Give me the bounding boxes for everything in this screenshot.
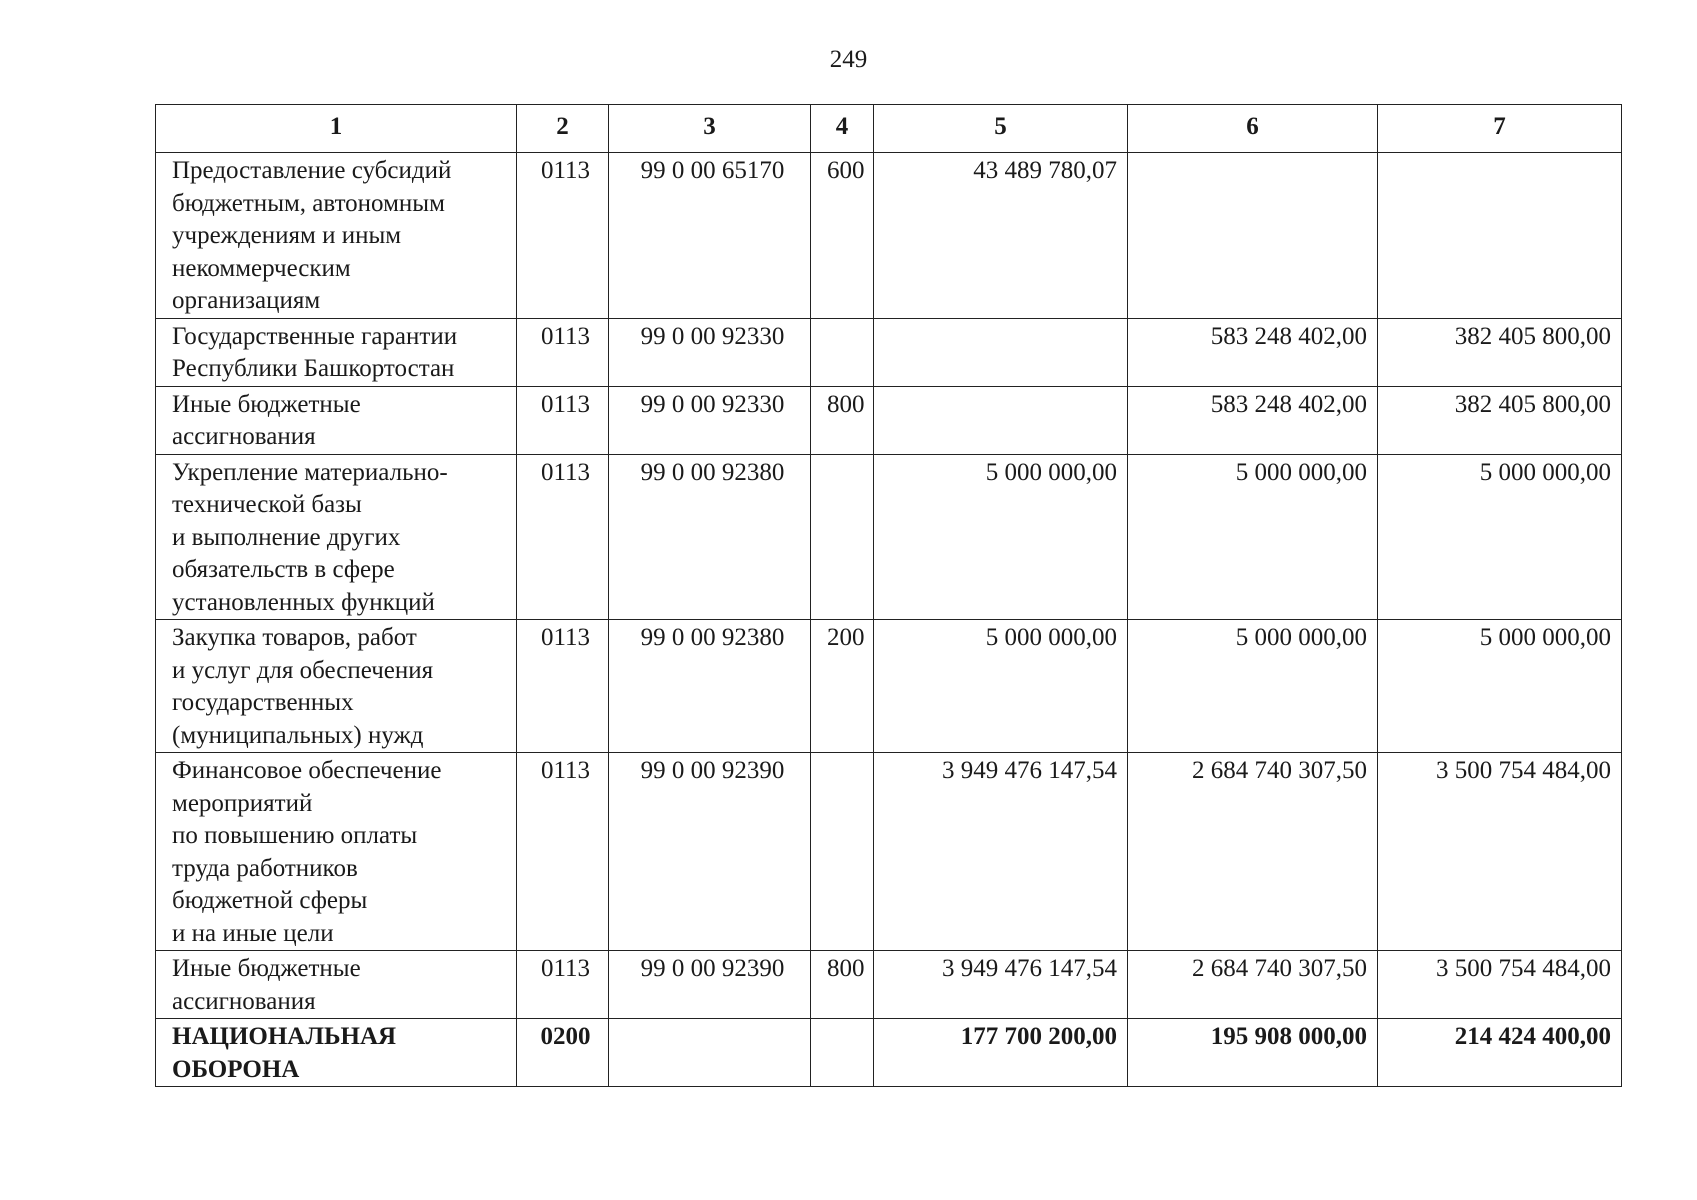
budget-table bbox=[155, 104, 1622, 1087]
cell-name bbox=[156, 153, 517, 319]
table-row bbox=[156, 753, 1622, 951]
cell-amount-col7: 5 000 000,00 bbox=[1378, 620, 1622, 753]
table-body bbox=[156, 153, 1622, 1087]
cell-amount-col6 bbox=[1128, 153, 1378, 319]
cell-expense-type: 800 bbox=[811, 386, 874, 454]
cell-amount-col7: 5 000 000,00 bbox=[1378, 454, 1622, 620]
cell-name bbox=[156, 454, 517, 620]
cell-name-line: и выполнение других bbox=[172, 523, 401, 551]
cell-name bbox=[156, 753, 517, 951]
table-header-row bbox=[156, 105, 1622, 153]
cell-section: 0113 bbox=[517, 153, 609, 319]
cell-amount-col7: 214 424 400,00 bbox=[1378, 1019, 1622, 1087]
cell-section: 0113 bbox=[517, 386, 609, 454]
cell-target-code bbox=[609, 1019, 811, 1087]
cell-amount-col7 bbox=[1378, 153, 1622, 319]
cell-target-code: 99 0 00 92330 bbox=[609, 318, 811, 386]
cell-amount-col7: 382 405 800,00 bbox=[1378, 386, 1622, 454]
cell-amount-col5: 43 489 780,07 bbox=[874, 153, 1128, 319]
table-row bbox=[156, 620, 1622, 753]
cell-name-line: Республики Башкортостан bbox=[172, 355, 455, 382]
cell-name-line: обязательств в сфере bbox=[172, 556, 395, 583]
cell-section: 0200 bbox=[517, 1019, 609, 1087]
cell-expense-type: 600 bbox=[811, 153, 874, 319]
cell-amount-col6: 5 000 000,00 bbox=[1128, 620, 1378, 753]
cell-name-line: и услуг для обеспечения bbox=[172, 656, 434, 684]
cell-amount-col6: 2 684 740 307,50 bbox=[1128, 753, 1378, 951]
cell-amount-col5: 5 000 000,00 bbox=[874, 454, 1128, 620]
cell-expense-type bbox=[811, 318, 874, 386]
cell-name-line: Иные бюджетные bbox=[172, 390, 361, 418]
cell-section: 0113 bbox=[517, 454, 609, 620]
cell-target-code: 99 0 00 92390 bbox=[609, 951, 811, 1019]
cell-name-line: бюджетной сферы bbox=[172, 887, 368, 914]
cell-amount-col7: 382 405 800,00 bbox=[1378, 318, 1622, 386]
cell-amount-col7: 3 500 754 484,00 bbox=[1378, 951, 1622, 1019]
cell-amount-col5 bbox=[874, 386, 1128, 454]
cell-expense-type bbox=[811, 1019, 874, 1087]
cell-amount-col5: 177 700 200,00 bbox=[874, 1019, 1128, 1087]
header-col-3: 3 bbox=[609, 105, 811, 153]
cell-expense-type: 200 bbox=[811, 620, 874, 753]
table-row bbox=[156, 386, 1622, 454]
table-row bbox=[156, 318, 1622, 386]
cell-name-line: технической базы bbox=[172, 491, 362, 518]
cell-name bbox=[156, 318, 517, 386]
cell-name-line: Государственные гарантии bbox=[172, 322, 458, 350]
cell-name-line: Укрепление материально- bbox=[172, 458, 448, 486]
table-row bbox=[156, 153, 1622, 319]
cell-amount-col6: 583 248 402,00 bbox=[1128, 318, 1378, 386]
cell-section: 0113 bbox=[517, 753, 609, 951]
cell-target-code: 99 0 00 92330 bbox=[609, 386, 811, 454]
cell-section: 0113 bbox=[517, 951, 609, 1019]
cell-amount-col5: 3 949 476 147,54 bbox=[874, 951, 1128, 1019]
cell-expense-type bbox=[811, 454, 874, 620]
cell-name-line: государственных bbox=[172, 689, 354, 716]
table-row bbox=[156, 951, 1622, 1019]
cell-name-line: по повышению оплаты bbox=[172, 822, 418, 849]
cell-name-line: установленных функций bbox=[172, 588, 435, 616]
cell-amount-col6: 5 000 000,00 bbox=[1128, 454, 1378, 620]
cell-amount-col6: 195 908 000,00 bbox=[1128, 1019, 1378, 1087]
cell-name-line: Закупка товаров, работ bbox=[172, 624, 417, 651]
page-number: 249 bbox=[829, 46, 868, 73]
cell-name-line: Предоставление субсидий bbox=[172, 157, 452, 184]
header-col-4: 4 bbox=[811, 105, 874, 153]
header-col-7: 7 bbox=[1378, 105, 1622, 153]
cell-amount-col6: 583 248 402,00 bbox=[1128, 386, 1378, 454]
cell-name bbox=[156, 386, 517, 454]
header-col-6: 6 bbox=[1128, 105, 1378, 153]
cell-name bbox=[156, 951, 517, 1019]
cell-name-line: ассигнования bbox=[172, 423, 316, 450]
cell-name-line: Иные бюджетные bbox=[172, 955, 361, 982]
cell-name-line: учреждениям и иным bbox=[172, 222, 402, 249]
cell-name-line: ОБОРОНА bbox=[172, 1055, 300, 1083]
cell-section: 0113 bbox=[517, 318, 609, 386]
cell-target-code: 99 0 00 92380 bbox=[609, 454, 811, 620]
header-col-1: 1 bbox=[156, 105, 517, 153]
cell-target-code: 99 0 00 65170 bbox=[609, 153, 811, 319]
cell-name bbox=[156, 620, 517, 753]
cell-section: 0113 bbox=[517, 620, 609, 753]
cell-amount-col7: 3 500 754 484,00 bbox=[1378, 753, 1622, 951]
cell-amount-col5 bbox=[874, 318, 1128, 386]
cell-name-line: труда работников bbox=[172, 854, 358, 882]
table-row bbox=[156, 454, 1622, 620]
table-row bbox=[156, 1019, 1622, 1087]
cell-name-line: бюджетным, автономным bbox=[172, 189, 445, 217]
cell-amount-col5: 3 949 476 147,54 bbox=[874, 753, 1128, 951]
cell-name-line: некоммерческим bbox=[172, 254, 351, 282]
header-col-5: 5 bbox=[874, 105, 1128, 153]
cell-name-line: (муниципальных) нужд bbox=[172, 721, 424, 749]
cell-amount-col6: 2 684 740 307,50 bbox=[1128, 951, 1378, 1019]
cell-amount-col5: 5 000 000,00 bbox=[874, 620, 1128, 753]
cell-target-code: 99 0 00 92390 bbox=[609, 753, 811, 951]
cell-expense-type bbox=[811, 753, 874, 951]
cell-expense-type: 800 bbox=[811, 951, 874, 1019]
cell-name-line: ассигнования bbox=[172, 987, 316, 1015]
cell-target-code: 99 0 00 92380 bbox=[609, 620, 811, 753]
header-col-2: 2 bbox=[517, 105, 609, 153]
cell-name-line: мероприятий bbox=[172, 789, 313, 817]
cell-name bbox=[156, 1019, 517, 1087]
cell-name-line: организациям bbox=[172, 287, 321, 314]
cell-name-line: Финансовое обеспечение bbox=[172, 757, 442, 784]
cell-name-line: НАЦИОНАЛЬНАЯ bbox=[172, 1023, 397, 1050]
cell-name-line: и на иные цели bbox=[172, 919, 334, 947]
